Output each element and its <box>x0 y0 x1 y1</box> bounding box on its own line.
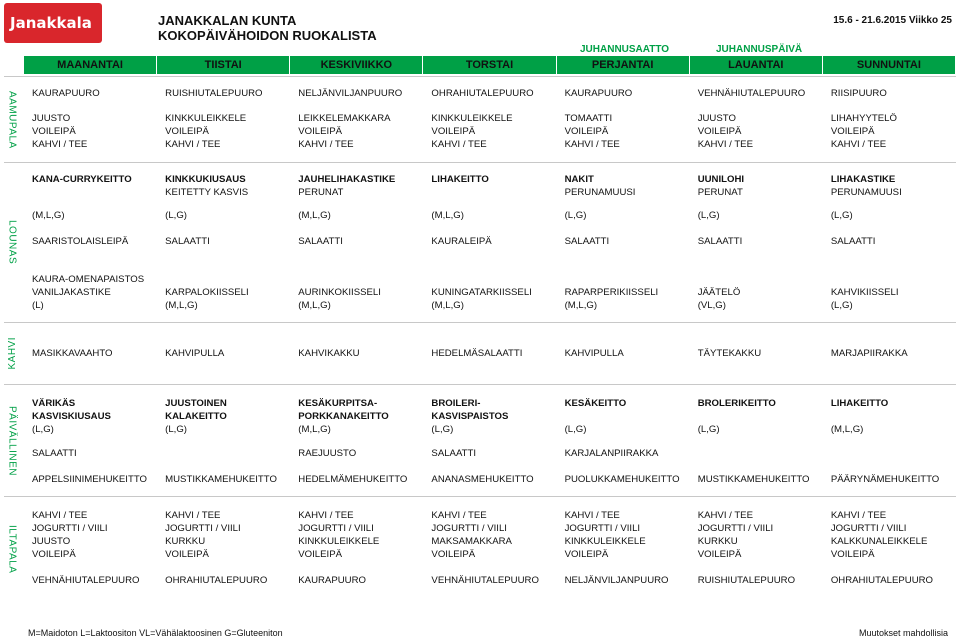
menu-item: PERUNAT <box>298 187 344 198</box>
menu-item: LIHAKASTIKE <box>830 174 896 185</box>
menu-item: KESÄKEITTO <box>564 398 627 409</box>
menu-item: UUNILOHI <box>697 174 745 185</box>
menu-item: VOILEIPÄ <box>564 126 609 137</box>
menu-item: OHRAHIUTALEPUURO <box>431 88 534 99</box>
menu-row-iltapala <box>24 575 956 588</box>
menu-item: KAURAPUURO <box>32 88 100 99</box>
menu-item: KAHVI / TEE <box>298 139 354 150</box>
menu-item: HEDELMÄSALAATTI <box>431 348 523 359</box>
menu-item: JOGURTTI / VIILI <box>298 523 374 534</box>
title-line-2: KOKOPÄIVÄHOIDON RUOKALISTA <box>158 28 377 43</box>
menu-item <box>690 411 823 424</box>
menu-item: (L,G) <box>32 424 54 435</box>
section-label-lounas: LOUNAS <box>6 220 18 265</box>
menu-item: SALAATTI <box>697 236 743 247</box>
menu-item: (VL,G) <box>697 300 726 311</box>
menu-item: VEHNÄHIUTALEPUURO <box>431 575 539 586</box>
menu-item: KINKKULEIKKELE <box>165 113 247 124</box>
menu-item <box>423 187 556 200</box>
menu-item: APPELSIINIMEHUKEITTO <box>32 474 147 485</box>
menu-row-iltapala <box>24 523 956 536</box>
menu-item: (M,L,G) <box>564 300 598 311</box>
menu-item: KAHVI / TEE <box>564 139 620 150</box>
menu-item: ANANASMEHUKEITTO <box>431 474 534 485</box>
menu-item: OHRAHIUTALEPUURO <box>830 575 934 586</box>
menu-item: (L,G) <box>165 210 187 221</box>
changes-note: Muutokset mahdollisia <box>858 628 948 638</box>
menu-item: BROLERIKEITTO <box>697 398 776 409</box>
menu-item: SALAATTI <box>564 236 610 247</box>
menu-row-kahvi <box>24 348 956 361</box>
section-label-kahvi: KAHVI <box>6 337 18 370</box>
menu-item: (L,G) <box>165 424 187 435</box>
menu-item: VOILEIPÄ <box>697 549 742 560</box>
day-header-bar <box>24 56 956 74</box>
menu-item: (M,L,G) <box>830 424 864 435</box>
menu-item: KAURALEIPÄ <box>431 236 492 247</box>
menu-item: VOILEIPÄ <box>431 126 476 137</box>
menu-item: (L,G) <box>697 210 720 221</box>
menu-item: NAKIT <box>564 174 594 185</box>
menu-item: KALKKUNALEIKKELE <box>830 536 928 547</box>
menu-row-lounas <box>24 274 956 287</box>
menu-row-lounas <box>24 174 956 187</box>
menu-item: JUUSTO <box>697 113 736 124</box>
day-wednesday: KESKIVIIKKO <box>290 56 423 74</box>
menu-item: PUOLUKKAMEHUKEITTO <box>564 474 680 485</box>
menu-row-lounas <box>24 210 956 223</box>
menu-item: PÄÄRYNÄMEHUKEITTO <box>830 474 940 485</box>
menu-item: KAHVI / TEE <box>165 510 221 521</box>
menu-item: MAKSAMAKKARA <box>431 536 512 547</box>
menu-item: MUSTIKKAMEHUKEITTO <box>697 474 810 485</box>
menu-item: BROILERI- <box>431 398 481 409</box>
menu-item: LEIKKELEMAKKARA <box>298 113 391 124</box>
menu-item: HEDELMÄMEHUKEITTO <box>298 474 408 485</box>
menu-item: RAPARPERIKIISSELI <box>564 287 659 298</box>
menu-item: NELJÄNVILJANPUURO <box>298 88 403 99</box>
menu-item: JOGURTTI / VIILI <box>564 523 641 534</box>
menu-item: KURKKU <box>697 536 738 547</box>
menu-item: KAURAPUURO <box>564 88 633 99</box>
menu-item: KAHVI / TEE <box>431 510 487 521</box>
menu-item: VOILEIPÄ <box>32 126 76 137</box>
menu-item: KAURA-OMENAPAISTOS <box>32 274 145 285</box>
menu-item: KURKKU <box>165 536 206 547</box>
menu-item: KAHVI / TEE <box>564 510 620 521</box>
menu-item: VEHNÄHIUTALEPUURO <box>697 88 806 99</box>
menu-item: VOILEIPÄ <box>431 549 476 560</box>
menu-item: SALAATTI <box>298 236 343 247</box>
menu-item <box>290 274 423 287</box>
menu-item: KARPALOKIISSELI <box>165 287 249 298</box>
menu-row-iltapala <box>24 510 956 523</box>
menu-item: KAHVI / TEE <box>32 139 88 150</box>
menu-item <box>157 274 290 287</box>
menu-item: KAURAPUURO <box>298 575 366 586</box>
menu-item: JAUHELIHAKASTIKE <box>298 174 396 185</box>
page-title <box>158 13 377 43</box>
menu-item: RUISHIUTALEPUURO <box>697 575 796 586</box>
section-label-paivallinen: PÄIVÄLLINEN <box>6 405 18 476</box>
menu-item: KINKKULEIKKELE <box>298 536 380 547</box>
menu-row-iltapala <box>24 536 956 549</box>
menu-item: VOILEIPÄ <box>830 126 875 137</box>
menu-row-paivallinen <box>24 398 956 411</box>
menu-item: JUUSTO <box>32 536 71 547</box>
menu-item: RUISHIUTALEPUURO <box>165 88 263 99</box>
menu-item: KESÄKURPITSA- <box>298 398 378 409</box>
menu-item: KAHVI / TEE <box>697 510 753 521</box>
menu-item <box>690 274 823 287</box>
day-friday: PERJANTAI <box>557 56 690 74</box>
section-label-aamupala: AAMUPALA <box>6 90 18 149</box>
menu-item: KASVISPAISTOS <box>431 411 509 422</box>
menu-item <box>24 187 157 200</box>
day-monday: MAANANTAI <box>24 56 157 74</box>
menu-item: MASIKKAVAAHTO <box>32 348 113 359</box>
menu-item: AURINKOKIISSELI <box>298 287 381 298</box>
menu-item: KAHVI / TEE <box>431 139 487 150</box>
menu-item: JOGURTTI / VIILI <box>165 523 241 534</box>
menu-item <box>557 274 690 287</box>
menu-row-lounas <box>24 300 956 313</box>
menu-item: RAEJUUSTO <box>298 448 357 459</box>
menu-item: KAHVIKIISSELI <box>830 287 899 298</box>
menu-item: SALAATTI <box>431 448 477 459</box>
week-label: 15.6 - 21.6.2015 Viikko 25 <box>833 15 952 26</box>
menu-row-paivallinen <box>24 448 956 461</box>
menu-item: KAHVIPULLA <box>564 348 624 359</box>
menu-row-paivallinen <box>24 424 956 437</box>
menu-row-lounas <box>24 187 956 200</box>
menu-row-lounas <box>24 287 956 300</box>
menu-item: JOGURTTI / VIILI <box>830 523 907 534</box>
menu-item: VOILEIPÄ <box>830 549 875 560</box>
menu-item: VANILJAKASTIKE <box>32 287 111 298</box>
menu-item: KAHVI / TEE <box>830 510 887 521</box>
day-sunday: SUNNUNTAI <box>823 56 956 74</box>
menu-item <box>823 448 956 461</box>
menu-item: TÄYTEKAKKU <box>697 348 762 359</box>
menu-item: VOILEIPÄ <box>165 126 209 137</box>
menu-item: (M,L,G) <box>165 300 198 311</box>
menu-item: (L,G) <box>830 210 853 221</box>
menu-item: (L,G) <box>431 424 454 435</box>
menu-item <box>157 448 290 461</box>
menu-item: KUNINGATARKIISSELI <box>431 287 532 298</box>
menu-item <box>423 274 556 287</box>
day-tuesday: TIISTAI <box>157 56 290 74</box>
menu-item: KANA-CURRYKEITTO <box>32 174 132 185</box>
menu-item: RIISIPUURO <box>830 88 887 99</box>
sunday-note: JUHANNUSPÄIVÄ <box>716 44 803 55</box>
menu-row-paivallinen <box>24 411 956 424</box>
menu-item: KAHVIKAKKU <box>298 348 360 359</box>
menu-row-aamupala <box>24 139 956 152</box>
menu-item: (L,G) <box>697 424 720 435</box>
menu-item: SAARISTOLAISLEIPÄ <box>32 236 129 247</box>
menu-item: PERUNAT <box>697 187 743 198</box>
section-label-iltapala: ILTAPALA <box>6 525 18 574</box>
day-thursday: TORSTAI <box>423 56 556 74</box>
menu-item: (L,G) <box>830 300 853 311</box>
menu-item: TOMAATTI <box>564 113 613 124</box>
diet-legend: M=Maidoton L=Laktoositon VL=Vähälaktoosinen G=Gluteeniton <box>28 628 283 638</box>
menu-item: KAHVI / TEE <box>165 139 221 150</box>
menu-item: (L,G) <box>564 424 587 435</box>
saturday-note: JUHANNUSAATTO <box>580 44 670 55</box>
menu-item: SALAATTI <box>165 236 210 247</box>
menu-item: KINKKUKIUSAUS <box>165 174 246 185</box>
menu-row-lounas <box>24 236 956 249</box>
menu-item: (M,L,G) <box>298 300 331 311</box>
menu-item: (M,L,G) <box>298 424 331 435</box>
menu-item: PORKKANAKEITTO <box>298 411 389 422</box>
menu-item: (M,L,G) <box>431 210 464 221</box>
menu-item <box>690 448 823 461</box>
menu-item: KALAKEITTO <box>165 411 227 422</box>
menu-item: VEHNÄHIUTALEPUURO <box>32 575 140 586</box>
menu-item: KAHVI / TEE <box>697 139 753 150</box>
menu-item: KAHVI / TEE <box>830 139 887 150</box>
janakkala-logo: Janakkala <box>4 3 102 43</box>
menu-row-iltapala <box>24 549 956 562</box>
menu-item: (M,L,G) <box>431 300 464 311</box>
menu-item: VOILEIPÄ <box>165 549 209 560</box>
menu-item: PERUNAMUUSI <box>830 187 902 198</box>
menu-item <box>823 274 956 287</box>
menu-item: KAHVI / TEE <box>32 510 88 521</box>
menu-item <box>557 411 690 424</box>
menu-item: JOGURTTI / VIILI <box>697 523 774 534</box>
title-line-1: JANAKKALAN KUNTA <box>158 13 297 28</box>
menu-item: MARJAPIIRAKKA <box>830 348 908 359</box>
menu-item: SALAATTI <box>830 236 876 247</box>
menu-item: KAHVIPULLA <box>165 348 225 359</box>
menu-item: NELJÄNVILJANPUURO <box>564 575 669 586</box>
menu-item: VOILEIPÄ <box>298 126 343 137</box>
menu-row-aamupala <box>24 126 956 139</box>
menu-item: KINKKULEIKKELE <box>564 536 646 547</box>
menu-item: JUUSTO <box>32 113 71 124</box>
menu-item: KINKKULEIKKELE <box>431 113 513 124</box>
menu-item: VOILEIPÄ <box>564 549 609 560</box>
menu-item: JOGURTTI / VIILI <box>431 523 507 534</box>
menu-item: (M,L,G) <box>32 210 65 221</box>
menu-item: VOILEIPÄ <box>298 549 343 560</box>
menu-row-aamupala <box>24 113 956 126</box>
menu-item: LIHAKEITTO <box>431 174 489 185</box>
menu-item: JOGURTTI / VIILI <box>32 523 108 534</box>
menu-row-paivallinen <box>24 474 956 487</box>
menu-row-aamupala <box>24 88 956 101</box>
menu-item: VOILEIPÄ <box>697 126 742 137</box>
menu-item: (L,G) <box>564 210 587 221</box>
menu-item: OHRAHIUTALEPUURO <box>165 575 268 586</box>
day-saturday: LAUANTAI <box>690 56 823 74</box>
menu-item: LIHAKEITTO <box>830 398 889 409</box>
menu-item: PERUNAMUUSI <box>564 187 636 198</box>
menu-item: JUUSTOINEN <box>165 398 227 409</box>
menu-item: (L) <box>32 300 44 311</box>
menu-item: KASVISKIUSAUS <box>32 411 111 422</box>
menu-item: MUSTIKKAMEHUKEITTO <box>165 474 277 485</box>
menu-item: KEITETTY KASVIS <box>165 187 249 198</box>
menu-item: KARJALANPIIRAKKA <box>564 448 659 459</box>
menu-item <box>823 411 956 424</box>
menu-item: VOILEIPÄ <box>32 549 76 560</box>
menu-item: LIHAHYYTELÖ <box>830 113 897 124</box>
menu-item: JÄÄTELÖ <box>697 287 741 298</box>
menu-item: KAHVI / TEE <box>298 510 354 521</box>
menu-item: SALAATTI <box>32 448 77 459</box>
menu-item: (M,L,G) <box>298 210 331 221</box>
menu-item: VÄRIKÄS <box>32 398 76 409</box>
